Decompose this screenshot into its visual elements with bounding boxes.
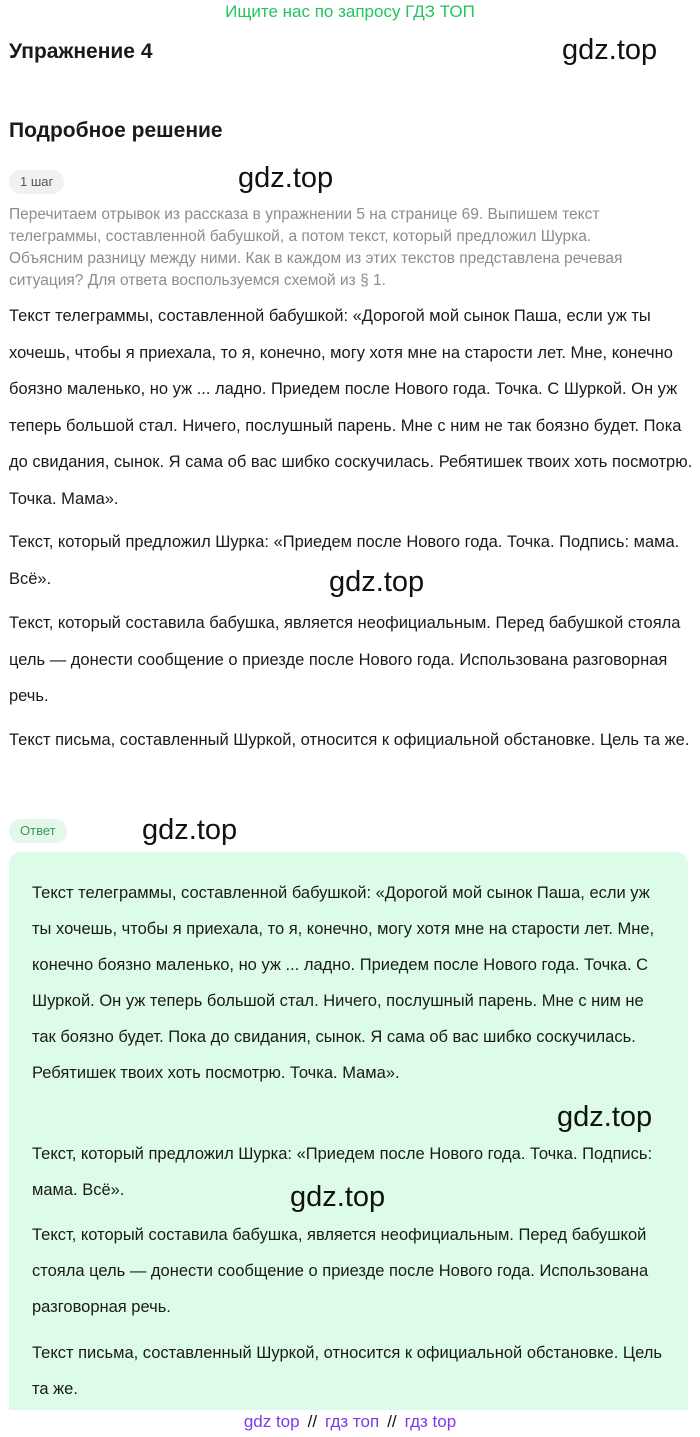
exercise-title: Упражнение 4 [9, 40, 153, 63]
answer-paragraph: Текст письма, составленный Шуркой, относится к официальной обстановке. Цель та же. [32, 1344, 662, 1398]
solution-paragraph: Текст, который составила бабушка, является неофициальным. Перед бабушкой стояла цель — донести сообщение о приезде после Нового года. Использована разговорная речь. [9, 614, 681, 705]
footer-link-gdz-top[interactable]: gdz top [243, 1412, 300, 1431]
solution-paragraph: Текст, который предложил Шурка: «Приедем после Нового года. Точка. Подпись: мама. Всё». [9, 533, 680, 588]
watermark: gdz.top [142, 814, 238, 846]
watermark: gdz.top [557, 1101, 653, 1133]
answer-badge: Ответ [9, 819, 67, 843]
answer-paragraph: Текст, который составила бабушка, является неофициальным. Перед бабушкой стояла цель — донести сообщение о приезде после Нового года. Использована разговорная речь. [32, 1226, 649, 1316]
step-badge: 1 шаг [9, 170, 64, 194]
answer-paragraph: Текст, который предложил Шурка: «Приедем после Нового года. Точка. Подпись: мама. Всё». [32, 1145, 653, 1199]
search-banner: Ищите нас по запросу ГДЗ ТОП [225, 2, 475, 21]
solution-title: Подробное решение [9, 119, 223, 142]
watermark: gdz.top [329, 566, 425, 598]
step-description: Перечитаем отрывок из рассказа в упражнении 5 на странице 69. Выпишем текст телеграммы, составленной бабушкой, а потом текст, который предложил Шурка. Объясним разницу между ними. Как в каждом из этих текстов представлена речевая ситуация? Для ответа воспользуемся схемой из § 1. [9, 206, 623, 289]
solution-paragraph: Текст телеграммы, составленной бабушкой: «Дорогой мой сынок Паша, если уж ты хочешь, чтобы я приехала, то я, конечно, могу хотя мне на старости лет. Мне, конечно боязно маленько, но уж ... ладно. Приедем после Нового года. Точка. С Шуркой. Он уж теперь большой стал. Ничего, послушный парень. Мне с ним не так боязно будет. Пока до свидания, сынок. Я сама об вас шибко соскучилась. Ребятишек твоих хоть посмотрю. Точка. Мама». [9, 307, 693, 508]
watermark: gdz.top [562, 34, 658, 66]
footer-link-gdz-top-mixed[interactable]: гдз top [404, 1412, 457, 1431]
footer-link-gdz-top-ru[interactable]: гдз топ [325, 1412, 380, 1431]
watermark: gdz.top [290, 1181, 386, 1213]
footer-separator: // [307, 1412, 318, 1431]
footer-separator: // [387, 1412, 397, 1431]
answer-paragraph: Текст телеграммы, составленной бабушкой: «Дорогой мой сынок Паша, если уж ты хочешь, чтобы я приехала, то я, конечно, могу хотя мне на старости лет. Мне, конечно боязно маленько, но уж ... ладно. Приедем после Нового года. Точка. С Шуркой. Он уж теперь большой стал. Ничего, послушный парень. Мне с ним не так боязно будет. Пока до свидания, сынок. Я сама об вас шибко соскучилась. Ребятишек твоих хоть посмотрю. Точка. Мама». [32, 884, 655, 1082]
watermark: gdz.top [238, 162, 334, 194]
solution-paragraph: Текст письма, составленный Шуркой, относится к официальной обстановке. Цель та же. [9, 731, 690, 749]
footer-links [0, 1411, 700, 1433]
